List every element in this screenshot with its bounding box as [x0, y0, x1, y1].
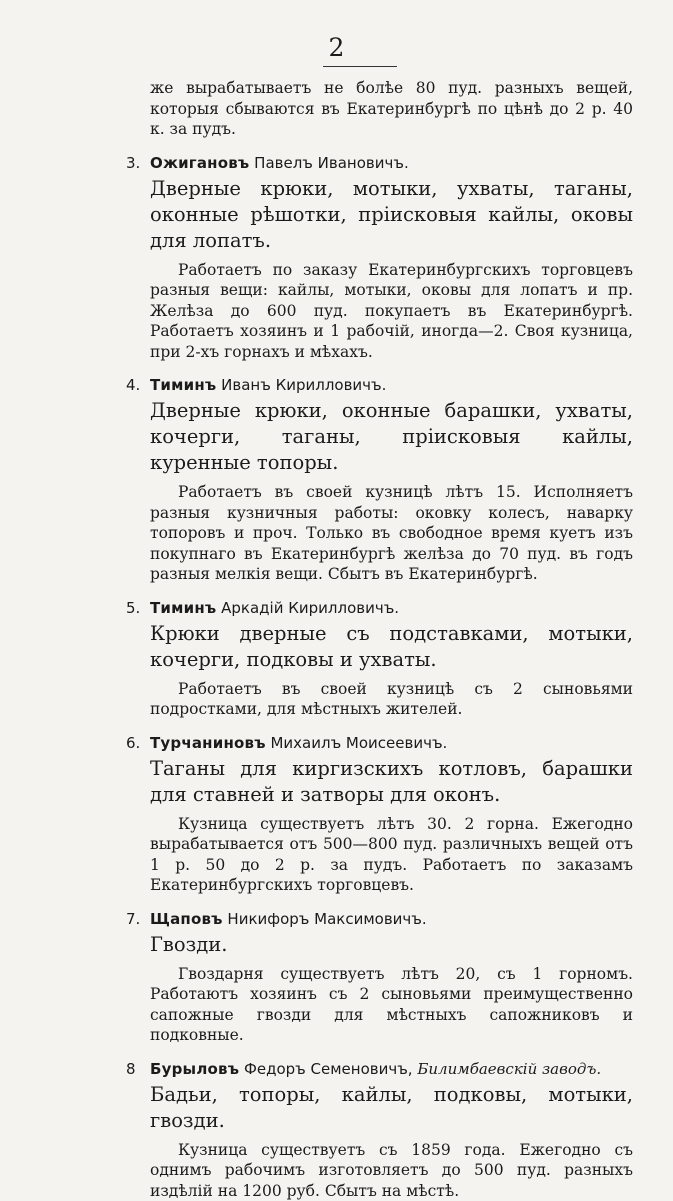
- entry-given-name: Павелъ Ивановичъ.: [254, 154, 409, 172]
- entry-number: 3.: [126, 152, 150, 174]
- entry-description: Кузница существуетъ лѣтъ 30. 2 горна. Ежегодно вырабатывается отъ 500—800 пуд. различныхъ вещей отъ 1 р. 50 до 2 р. за пудъ. Работаетъ по заказамъ Екатеринбургскихъ торговцевъ.: [150, 814, 633, 896]
- page-number: 2: [0, 34, 673, 62]
- entry-surname: Тиминъ: [150, 599, 216, 617]
- entry-description: Работаетъ въ своей кузницѣ лѣтъ 15. Исполняетъ разныя кузничныя работы: оковку колесъ, наварку топоровъ и проч. Только въ свободное время куетъ изъ покупнаго въ Екатеринбургѣ желѣза до 70 пуд. въ годъ разныя мелкiя вещи. Сбытъ въ Екатеринбургѣ.: [150, 482, 633, 585]
- header-rule: [323, 66, 397, 67]
- entry-description: Работаетъ въ своей кузницѣ съ 2 сыновьями подростками, для мѣстныхъ жителей.: [150, 679, 633, 720]
- entry-8: [150, 1058, 633, 1201]
- entry-header: [126, 908, 633, 930]
- entry-surname: Ожигановъ: [150, 154, 249, 172]
- entry-description: Гвоздарня существуетъ лѣтъ 20, съ 1 горномъ. Работаютъ хозяинъ съ 2 сыновьями преимущественно сапожные гвозди для мѣстныхъ сапожниковъ и подковные.: [150, 964, 633, 1046]
- entry-surname: Тиминъ: [150, 376, 216, 394]
- page-content: [150, 78, 633, 1201]
- entry-header: [126, 732, 633, 754]
- entry-number: 8: [126, 1058, 150, 1080]
- entry-description: Работаетъ по заказу Екатеринбургскихъ торговцевъ разныя вещи: кайлы, мотыки, оковы для лопатъ и пр. Желѣза до 600 пуд. покупаетъ въ Екатеринбургѣ. Работаетъ хозяинъ и 1 рабочiй, иногда—2. Своя кузница, при 2-хъ горнахъ и мѣхахъ.: [150, 260, 633, 363]
- entry-4: [150, 374, 633, 585]
- entry-given-name: Федоръ Семеновичъ,: [244, 1060, 413, 1078]
- entry-location: Билимбаевскiй заводъ.: [417, 1060, 601, 1078]
- entry-products: Таганы для киргизскихъ котловъ, барашки для ставней и затворы для оконъ.: [150, 756, 633, 808]
- entry-products: Дверные крюки, мотыки, ухваты, таганы, оконные рѣшотки, прiисковыя кайлы, оковы для лопатъ.: [150, 176, 633, 254]
- entry-given-name: Аркадiй Кирилловичъ.: [221, 599, 399, 617]
- entry-surname: Бурыловъ: [150, 1060, 239, 1078]
- entry-products: Гвозди.: [150, 932, 633, 958]
- entry-products: Бадьи, топоры, кайлы, подковы, мотыки, гвозди.: [150, 1082, 633, 1134]
- entry-3: [150, 152, 633, 363]
- entry-given-name: Никифоръ Максимовичъ.: [227, 910, 426, 928]
- entry-number: 5.: [126, 597, 150, 619]
- entry-surname: Турчаниновъ: [150, 734, 266, 752]
- entry-7: [150, 908, 633, 1046]
- entry-surname: Щаповъ: [150, 910, 223, 928]
- entry-description: Кузница существуетъ съ 1859 года. Ежегодно съ однимъ рабочимъ изготовляетъ до 500 пуд. разныхъ издѣлiй на 1200 руб. Сбытъ на мѣстѣ.: [150, 1140, 633, 1201]
- entry-header: [126, 1058, 633, 1080]
- entry-header: [126, 152, 633, 174]
- entry-header: [126, 597, 633, 619]
- intro-paragraph: же вырабатываетъ не болѣе 80 пуд. разныхъ вещей, которыя сбываются въ Екатеринбургѣ по цѣнѣ до 2 р. 40 к. за пудъ.: [150, 78, 633, 140]
- entry-5: [150, 597, 633, 720]
- entry-number: 7.: [126, 908, 150, 930]
- entry-given-name: Михаилъ Моисеевичъ.: [270, 734, 447, 752]
- entry-header: [126, 374, 633, 396]
- entry-products: Крюки дверные съ подставками, мотыки, кочерги, подковы и ухваты.: [150, 621, 633, 673]
- entry-given-name: Иванъ Кирилловичъ.: [221, 376, 386, 394]
- entry-number: 4.: [126, 374, 150, 396]
- entry-6: [150, 732, 633, 896]
- entry-products: Дверные крюки, оконные барашки, ухваты, кочерги, таганы, прiисковыя кайлы, куренные топоры.: [150, 398, 633, 476]
- entry-number: 6.: [126, 732, 150, 754]
